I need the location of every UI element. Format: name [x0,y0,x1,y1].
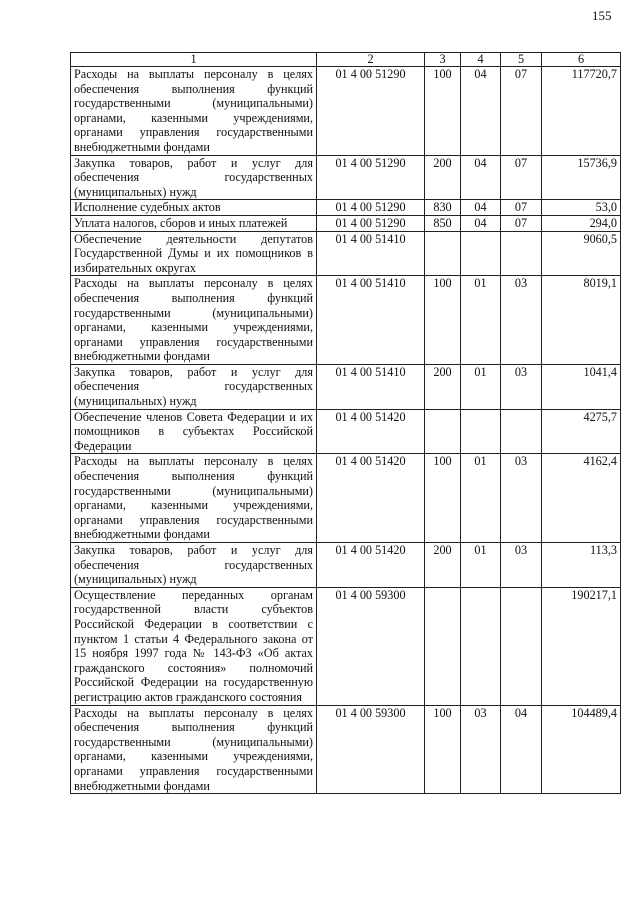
cell-expense-type: 200 [425,364,461,409]
cell-subsection: 07 [501,67,542,156]
table-body [71,67,621,794]
cell-expense-type [425,409,461,454]
cell-code: 01 4 00 51410 [317,364,425,409]
cell-section: 01 [461,364,501,409]
cell-expense-type: 100 [425,705,461,794]
cell-name: Расходы на выплаты персоналу в целях обеспечения выполнения функций государственными (муниципальными) органами, казенными учреждениями, органами управления государственными внебюджетными фондами [71,67,317,156]
header-col-3: 3 [425,53,461,67]
cell-code: 01 4 00 51290 [317,67,425,156]
header-col-1: 1 [71,53,317,67]
header-col-2: 2 [317,53,425,67]
table-row [71,231,621,276]
cell-name: Закупка товаров, работ и услуг для обеспечения государственных (муниципальных) нужд [71,543,317,588]
cell-expense-type: 200 [425,543,461,588]
cell-amount: 1041,4 [542,364,621,409]
cell-amount: 4162,4 [542,454,621,543]
page-number: 155 [592,8,612,23]
cell-code: 01 4 00 51410 [317,231,425,276]
table-row [71,454,621,543]
cell-name: Исполнение судебных актов [71,200,317,216]
cell-section: 01 [461,543,501,588]
budget-table [70,52,621,794]
cell-amount: 15736,9 [542,155,621,200]
cell-section [461,231,501,276]
cell-amount: 53,0 [542,200,621,216]
cell-name: Расходы на выплаты персоналу в целях обеспечения выполнения функций государственными (муниципальными) органами, казенными учреждениями, органами управления государственными внебюджетными фондами [71,276,317,365]
cell-subsection: 03 [501,454,542,543]
cell-expense-type: 100 [425,276,461,365]
cell-subsection [501,231,542,276]
cell-code: 01 4 00 51290 [317,155,425,200]
cell-amount: 4275,7 [542,409,621,454]
cell-subsection: 07 [501,155,542,200]
table-row [71,705,621,794]
cell-name: Обеспечение деятельности депутатов Государственной Думы и их помощников в избирательных округах [71,231,317,276]
cell-section: 04 [461,155,501,200]
cell-section: 04 [461,67,501,156]
table-row [71,543,621,588]
cell-expense-type: 100 [425,67,461,156]
header-col-4: 4 [461,53,501,67]
cell-expense-type [425,587,461,705]
cell-name: Уплата налогов, сборов и иных платежей [71,215,317,231]
cell-section [461,409,501,454]
header-col-5: 5 [501,53,542,67]
cell-code: 01 4 00 51420 [317,543,425,588]
cell-code: 01 4 00 59300 [317,587,425,705]
cell-subsection: 03 [501,543,542,588]
cell-amount: 8019,1 [542,276,621,365]
cell-expense-type: 850 [425,215,461,231]
cell-name: Закупка товаров, работ и услуг для обеспечения государственных (муниципальных) нужд [71,364,317,409]
cell-section: 03 [461,705,501,794]
cell-subsection: 07 [501,215,542,231]
table-row [71,200,621,216]
cell-subsection: 04 [501,705,542,794]
cell-expense-type [425,231,461,276]
cell-section: 01 [461,276,501,365]
table-header [71,53,621,67]
table-row [71,155,621,200]
cell-expense-type: 100 [425,454,461,543]
table-row [71,364,621,409]
cell-section: 04 [461,200,501,216]
cell-amount: 294,0 [542,215,621,231]
header-col-6: 6 [542,53,621,67]
cell-name: Расходы на выплаты персоналу в целях обеспечения выполнения функций государственными (муниципальными) органами, казенными учреждениями, органами управления государственными внебюджетными фондами [71,454,317,543]
cell-code: 01 4 00 51420 [317,409,425,454]
cell-code: 01 4 00 59300 [317,705,425,794]
table-row [71,67,621,156]
cell-code: 01 4 00 51410 [317,276,425,365]
cell-section: 01 [461,454,501,543]
cell-code: 01 4 00 51290 [317,200,425,216]
table-row [71,276,621,365]
cell-expense-type: 830 [425,200,461,216]
table-row [71,215,621,231]
cell-code: 01 4 00 51420 [317,454,425,543]
cell-amount: 117720,7 [542,67,621,156]
table-row [71,587,621,705]
table-row [71,409,621,454]
cell-section: 04 [461,215,501,231]
cell-subsection: 03 [501,276,542,365]
cell-amount: 104489,4 [542,705,621,794]
cell-name: Осуществление переданных органам государственной власти субъектов Российской Федерации в соответствии с пунктом 1 статьи 4 Федерального закона от 15 ноября 1997 года № 143-ФЗ «Об актах гражданского состояния» полномочий Российской Федерации на государственную регистрацию актов гражданского состояния [71,587,317,705]
cell-name: Закупка товаров, работ и услуг для обеспечения государственных (муниципальных) нужд [71,155,317,200]
cell-expense-type: 200 [425,155,461,200]
header-row [71,53,621,67]
cell-subsection: 07 [501,200,542,216]
cell-subsection [501,409,542,454]
cell-amount: 113,3 [542,543,621,588]
cell-section [461,587,501,705]
cell-name: Обеспечение членов Совета Федерации и их помощников в субъектах Российской Федерации [71,409,317,454]
cell-code: 01 4 00 51290 [317,215,425,231]
cell-amount: 9060,5 [542,231,621,276]
cell-subsection: 03 [501,364,542,409]
cell-subsection [501,587,542,705]
cell-name: Расходы на выплаты персоналу в целях обеспечения выполнения функций государственными (муниципальными) органами, казенными учреждениями, органами управления государственными внебюджетными фондами [71,705,317,794]
cell-amount: 190217,1 [542,587,621,705]
